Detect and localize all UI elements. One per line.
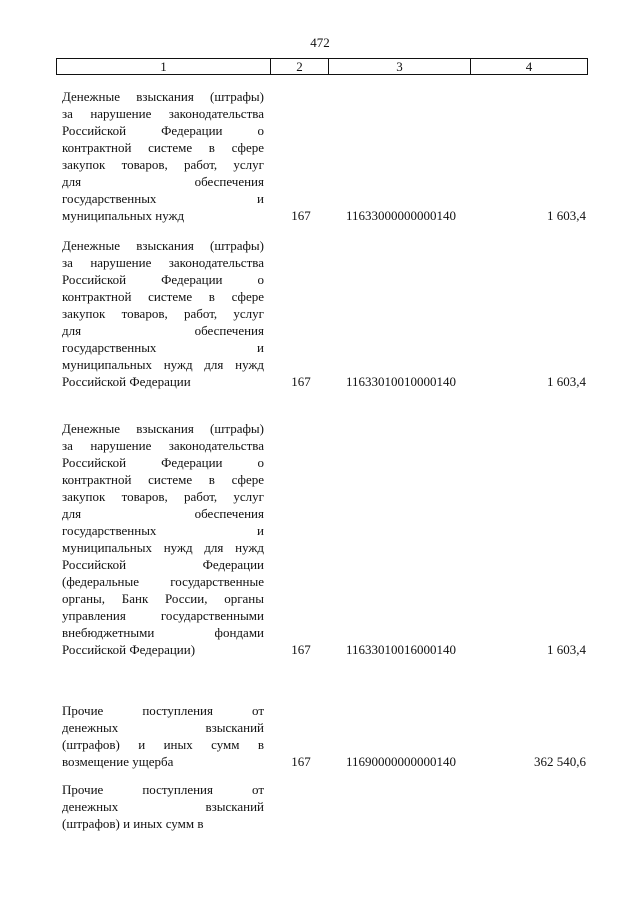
header-col-3: 3 <box>329 59 471 74</box>
description-line: закупок товаров, работ, услуг <box>62 306 264 321</box>
description-line: муниципальных нужд <box>62 208 185 223</box>
description-line: государственных и <box>62 340 264 355</box>
description-line: для обеспечения <box>62 174 264 189</box>
description-line: денежных взысканий <box>62 799 264 814</box>
description-line: для обеспечения <box>62 323 264 338</box>
budget-code: 11633000000000140 <box>345 208 457 223</box>
budget-code: 11633010016000140 <box>345 642 457 657</box>
description-line: Российской Федерации о <box>62 455 264 470</box>
row-description <box>62 781 264 832</box>
description-line: Денежные взыскания (штрафы) <box>62 89 264 104</box>
description-line: за нарушение законодательства <box>62 438 264 453</box>
description-line: Российской Федерации <box>62 557 264 572</box>
header-col-4: 4 <box>525 59 533 74</box>
page-number: 472 <box>310 35 330 50</box>
description-line: за нарушение законодательства <box>62 255 264 270</box>
description-line: Денежные взыскания (штрафы) <box>62 238 264 253</box>
admin-code: 167 <box>291 374 311 389</box>
description-line: Российской Федерации о <box>62 272 264 287</box>
amount: 1 603,4 <box>547 208 586 223</box>
admin-code: 167 <box>291 208 311 223</box>
description-line: (штрафов) и иных сумм в <box>62 816 204 831</box>
description-line: (федеральные государственные <box>62 574 264 589</box>
row-description <box>62 702 264 770</box>
description-line: государственных и <box>62 523 264 538</box>
description-line: государственных и <box>62 191 264 206</box>
description-line: Российской Федерации <box>62 374 191 389</box>
description-line: управления государственными <box>62 608 264 623</box>
description-line: контрактной системе в сфере <box>62 289 264 304</box>
header-col-2: 2 <box>271 59 329 74</box>
description-line: закупок товаров, работ, услуг <box>62 489 264 504</box>
description-line: контрактной системе в сфере <box>62 472 264 487</box>
description-line: закупок товаров, работ, услуг <box>62 157 264 172</box>
description-line: Прочие поступления от <box>62 782 264 797</box>
description-line: за нарушение законодательства <box>62 106 264 121</box>
admin-code: 167 <box>291 754 311 769</box>
row-description <box>62 237 264 390</box>
budget-code: 11690000000000140 <box>345 754 457 769</box>
description-line: денежных взысканий <box>62 720 264 735</box>
description-line: органы, Банк России, органы <box>62 591 264 606</box>
description-line: контрактной системе в сфере <box>62 140 264 155</box>
description-line: внебюджетными фондами <box>62 625 264 640</box>
description-line: муниципальных нужд для нужд <box>62 540 264 555</box>
description-line: (штрафов) и иных сумм в <box>62 737 264 752</box>
description-line: возмещение ущерба <box>62 754 174 769</box>
amount: 1 603,4 <box>547 374 586 389</box>
description-line: Российской Федерации о <box>62 123 264 138</box>
description-line: Денежные взыскания (штрафы) <box>62 421 264 436</box>
admin-code: 167 <box>291 642 311 657</box>
description-line: Российской Федерации) <box>62 642 196 657</box>
row-description <box>62 420 264 658</box>
description-line: для обеспечения <box>62 506 264 521</box>
description-line: Прочие поступления от <box>62 703 264 718</box>
budget-code: 11633010010000140 <box>345 374 457 389</box>
description-line: муниципальных нужд для нужд <box>62 357 264 372</box>
table-header <box>56 58 588 75</box>
row-description <box>62 88 264 224</box>
amount: 362 540,6 <box>534 754 586 769</box>
amount: 1 603,4 <box>547 642 586 657</box>
header-col-1: 1 <box>57 59 271 74</box>
